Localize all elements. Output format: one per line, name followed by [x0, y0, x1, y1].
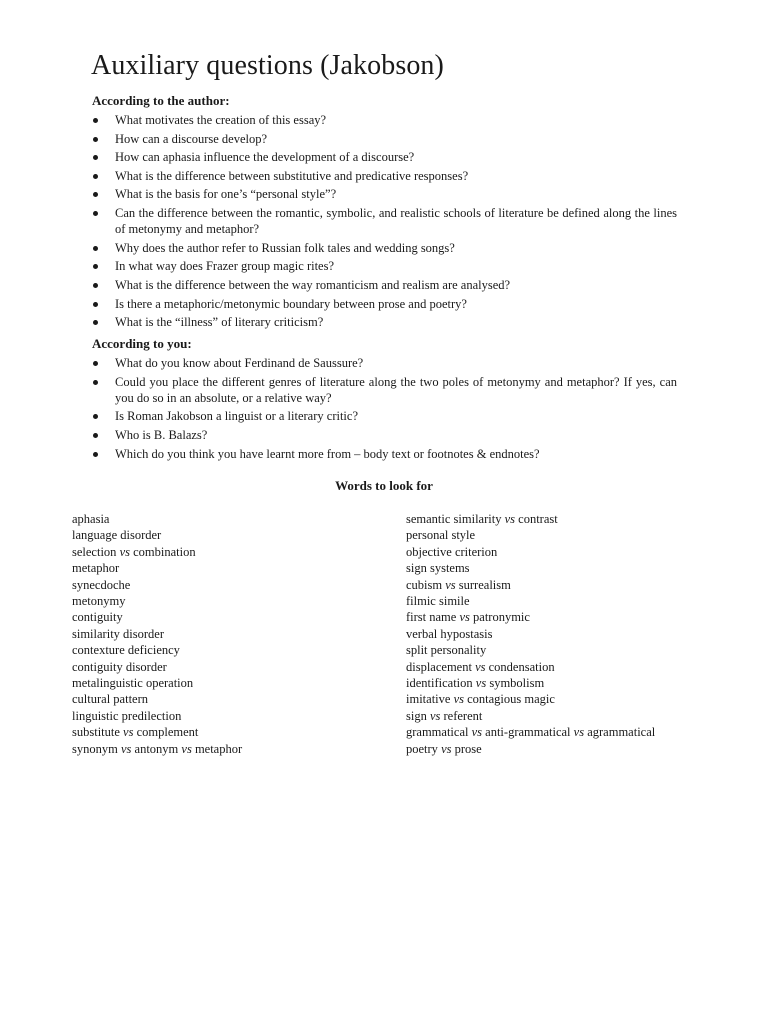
word-term: split personality: [406, 643, 487, 658]
word-term: aphasia: [72, 512, 110, 526]
question-text: Could you place the different genres of literature along the two poles of metonymy and metaphor? If yes, can you do so in an absolute, or a relative way?: [115, 374, 677, 405]
bullet-icon: [93, 302, 98, 307]
question-text: Why does the author refer to Russian folk tales and wedding songs?: [115, 240, 455, 255]
bullet-icon: [93, 433, 98, 438]
word-entry: [72, 691, 242, 707]
bullet-icon: [93, 320, 98, 325]
bullet-icon: [93, 361, 98, 366]
word-term: grammatical: [406, 725, 469, 740]
question-text: What is the difference between substitutive and predicative responses?: [115, 168, 469, 183]
question-item: [92, 186, 677, 202]
question-item: [92, 296, 677, 312]
versus-label: vs: [471, 725, 483, 740]
question-item: [92, 240, 677, 256]
word-term: referent: [443, 708, 483, 723]
word-term: complement: [136, 725, 199, 740]
word-term: metalinguistic operation: [72, 676, 194, 691]
word-entry: [72, 511, 242, 527]
bullet-icon: [93, 155, 98, 160]
word-entry: [72, 724, 242, 740]
word-term: agrammatical: [587, 725, 656, 740]
word-entry: [406, 560, 655, 576]
question-text: Can the difference between the romantic, symbolic, and realistic schools of literature be defined along the lines of metonymy and metaphor?: [115, 205, 677, 237]
word-entry: [72, 741, 242, 757]
word-entry: [72, 708, 242, 724]
question-text: How can a discourse develop?: [115, 131, 268, 146]
question-text: How can aphasia influence the development of a discourse?: [115, 150, 415, 165]
word-entry: [72, 659, 242, 675]
word-term: metaphor: [194, 741, 243, 756]
word-term: identification: [406, 676, 473, 691]
word-term: metaphor: [72, 561, 120, 576]
word-term: anti-grammatical: [485, 725, 571, 740]
word-entry: [406, 642, 655, 658]
question-text: Who is B. Balazs?: [115, 427, 208, 442]
bullet-icon: [93, 137, 98, 142]
question-item: [92, 408, 677, 424]
word-term: combination: [133, 544, 196, 559]
question-text: What motivates the creation of this essay?: [115, 113, 327, 127]
word-entry: [72, 675, 242, 691]
word-term: filmic simile: [406, 594, 470, 609]
word-term: similarity disorder: [72, 626, 164, 641]
word-entry: [406, 675, 655, 691]
word-term: sign: [406, 708, 427, 723]
word-term: semantic similarity: [406, 512, 502, 526]
word-term: substitute: [72, 725, 120, 740]
versus-label: vs: [453, 692, 464, 707]
versus-label: vs: [504, 512, 516, 526]
bullet-icon: [93, 414, 98, 419]
word-entry: [406, 577, 655, 593]
question-item: [92, 355, 677, 371]
bullet-icon: [93, 211, 98, 216]
word-list-left: [72, 511, 242, 757]
word-term: prose: [454, 741, 482, 756]
word-term: linguistic predilection: [72, 708, 182, 723]
versus-label: vs: [429, 708, 441, 723]
word-entry: [406, 527, 655, 543]
word-term: personal style: [406, 528, 476, 543]
word-term: imitative: [406, 692, 451, 707]
question-list-author: [92, 112, 677, 330]
word-term: verbal hypostasis: [406, 626, 493, 641]
word-term: sign systems: [406, 561, 470, 576]
question-text: Is there a metaphoric/metonymic boundary between prose and poetry?: [115, 296, 467, 311]
word-term: cultural pattern: [72, 692, 149, 707]
bullet-icon: [93, 118, 98, 123]
word-entry: [72, 642, 242, 658]
section-heading-you: According to you:: [92, 336, 192, 351]
versus-label: vs: [475, 676, 487, 691]
bullet-icon: [93, 283, 98, 288]
bullet-icon: [93, 264, 98, 269]
word-term: first name: [406, 610, 457, 625]
word-term: contrast: [518, 512, 558, 526]
question-text: What is the difference between the way romanticism and realism are analysed?: [115, 277, 511, 292]
versus-label: vs: [181, 741, 192, 756]
section-according-to-you: [92, 336, 677, 464]
word-entry: [406, 511, 655, 527]
word-term: metonymy: [72, 594, 126, 609]
word-entry: [406, 724, 655, 740]
versus-label: vs: [123, 725, 134, 740]
word-term: selection: [72, 544, 117, 559]
bullet-icon: [93, 380, 98, 385]
word-entry: [72, 560, 242, 576]
word-entry: [72, 593, 242, 609]
bullet-icon: [93, 452, 98, 457]
bullet-icon: [93, 192, 98, 197]
section-heading-author: According to the author:: [92, 93, 230, 108]
word-entry: [72, 577, 242, 593]
versus-label: vs: [459, 610, 470, 625]
page-title: Auxiliary questions (Jakobson): [91, 50, 444, 81]
word-term: language disorder: [72, 528, 162, 543]
word-term: contagious magic: [467, 692, 555, 707]
question-text: Is Roman Jakobson a linguist or a literary critic?: [115, 409, 358, 424]
word-term: cubism: [406, 577, 443, 592]
word-list-right: [406, 511, 655, 757]
question-text: What is the basis for one’s “personal style”?: [115, 187, 337, 202]
words-heading: Words to look for: [335, 478, 433, 493]
question-text: What do you know about Ferdinand de Saussure?: [115, 356, 364, 370]
question-list-you: [92, 355, 677, 462]
word-term: contiguity: [72, 610, 123, 625]
word-entry: [406, 659, 655, 675]
question-item: [92, 258, 677, 274]
word-entry: [72, 544, 242, 560]
word-entry: [72, 609, 242, 625]
question-item: [92, 314, 677, 330]
bullet-icon: [93, 246, 98, 251]
word-entry: [406, 741, 655, 757]
word-term: patronymic: [473, 610, 530, 625]
question-text: What is the “illness” of literary criticism?: [115, 315, 324, 330]
question-item: [92, 112, 677, 128]
word-term: condensation: [488, 659, 555, 674]
question-item: [92, 446, 677, 462]
word-term: antonym: [134, 741, 179, 756]
question-item: [92, 277, 677, 293]
question-item: [92, 149, 677, 165]
word-term: contexture deficiency: [72, 643, 180, 658]
question-item: [92, 131, 677, 147]
bullet-icon: [93, 174, 98, 179]
question-item: [92, 427, 677, 443]
word-term: objective criterion: [406, 544, 498, 559]
word-term: displacement: [406, 659, 472, 674]
word-entry: [72, 626, 242, 642]
word-term: synonym: [72, 741, 118, 756]
word-entry: [406, 544, 655, 560]
versus-label: vs: [119, 544, 130, 559]
word-term: poetry: [406, 741, 438, 756]
word-term: synecdoche: [72, 577, 131, 592]
word-term: symbolism: [489, 676, 545, 691]
word-entry: [406, 593, 655, 609]
word-term: surrealism: [458, 577, 511, 592]
versus-label: vs: [573, 725, 585, 740]
word-entry: [406, 691, 655, 707]
question-item: [92, 168, 677, 184]
section-according-to-author: [92, 93, 677, 333]
word-entry: [406, 609, 655, 625]
question-item: [92, 205, 677, 237]
word-entry: [406, 626, 655, 642]
versus-label: vs: [445, 577, 456, 592]
versus-label: vs: [120, 741, 132, 756]
word-term: contiguity disorder: [72, 659, 167, 674]
word-entry: [406, 708, 655, 724]
question-item: [92, 374, 677, 406]
versus-label: vs: [441, 741, 452, 756]
question-text: Which do you think you have learnt more from – body text or footnotes & endnotes?: [115, 446, 540, 461]
word-entry: [72, 527, 242, 543]
versus-label: vs: [475, 659, 486, 674]
question-text: In what way does Frazer group magic rites?: [115, 259, 335, 274]
